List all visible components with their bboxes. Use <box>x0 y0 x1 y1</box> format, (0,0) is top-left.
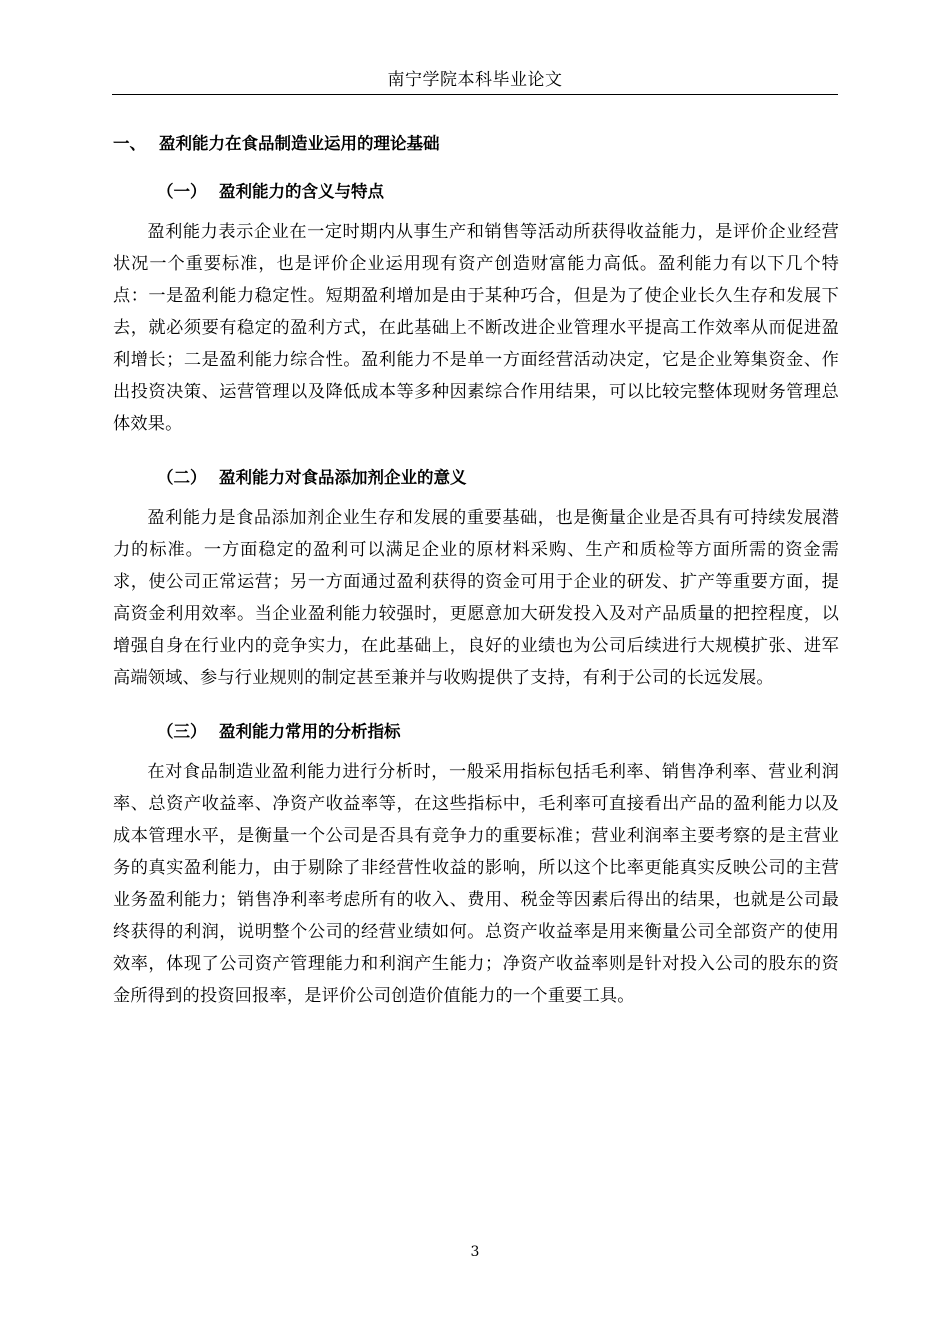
subsection-number-1: （一） <box>157 182 207 201</box>
subsection-heading-2 <box>113 462 839 494</box>
paragraph-1: 盈利能力表示企业在一定时期内从事生产和销售等活动所获得收益能力，是评价企业经营状况一个重要标准，也是评价企业运用现有资产创造财富能力高低。盈利能力有以下几个特点：一是盈利能力稳定性。短期盈利增加是由于某种巧合，但是为了使企业长久生存和发展下去，就必须要有稳定的盈利方式，在此基础上不断改进企业管理水平提高工作效率从而促进盈利增长；二是盈利能力综合性。盈利能力不是单一方面经营活动决定，它是企业筹集资金、作出投资决策、运营管理以及降低成本等多种因素综合作用结果，可以比较完整体现财务管理总体效果。 <box>113 222 839 434</box>
subsection-title-1: 盈利能力的含义与特点 <box>219 182 384 201</box>
paragraph-3: 在对食品制造业盈利能力进行分析时，一般采用指标包括毛利率、销售净利率、营业利润率、总资产收益率、净资产收益率等，在这些指标中，毛利率可直接看出产品的盈利能力以及成本管理水平，是衡量一个公司是否具有竞争力的重要标准；营业利润率主要考察的是主营业务的真实盈利能力，由于剔除了非经营性收益的影响，所以这个比率更能真实反映公司的主营业务盈利能力；销售净利率考虑所有的收入、费用、税金等因素后得出的结果，也就是公司最终获得的利润，说明整个公司的经营业绩如何。总资产收益率是用来衡量公司全部资产的使用效率，体现了公司资产管理能力和利润产生能力；净资产收益率则是针对投入公司的股东的资金所得到的投资回报率，是评价公司创造价值能力的一个重要工具。 <box>113 762 839 1006</box>
subsection-title-2: 盈利能力对食品添加剂企业的意义 <box>219 468 467 487</box>
document-body <box>113 128 839 1012</box>
page-number: 3 <box>470 1244 480 1260</box>
subsection-number-2: （二） <box>157 468 207 487</box>
subsection-number-3: （三） <box>157 722 207 741</box>
subsection-heading-3 <box>113 716 839 748</box>
subsection-title-3: 盈利能力常用的分析指标 <box>219 722 401 741</box>
header-title: 南宁学院本科毕业论文 <box>387 70 563 90</box>
paragraph-2: 盈利能力是食品添加剂企业生存和发展的重要基础，也是衡量企业是否具有可持续发展潜力的标准。一方面稳定的盈利可以满足企业的原材料采购、生产和质检等方面所需的资金需求，使公司正常运营；另一方面通过盈利获得的资金可用于企业的研发、扩产等重要方面，提高资金利用效率。当企业盈利能力较强时，更愿意加大研发投入及对产品质量的把控程度，以增强自身在行业内的竞争实力，在此基础上，良好的业绩也为公司后续进行大规模扩张、进军高端领域、参与行业规则的制定甚至兼并与收购提供了支持，有利于公司的长远发展。 <box>113 508 839 688</box>
section-heading <box>113 128 839 160</box>
section-number: 一、 <box>113 134 146 153</box>
page-header <box>112 66 838 95</box>
section-title: 盈利能力在食品制造业运用的理论基础 <box>159 134 440 153</box>
subsection-heading-1 <box>113 176 839 208</box>
